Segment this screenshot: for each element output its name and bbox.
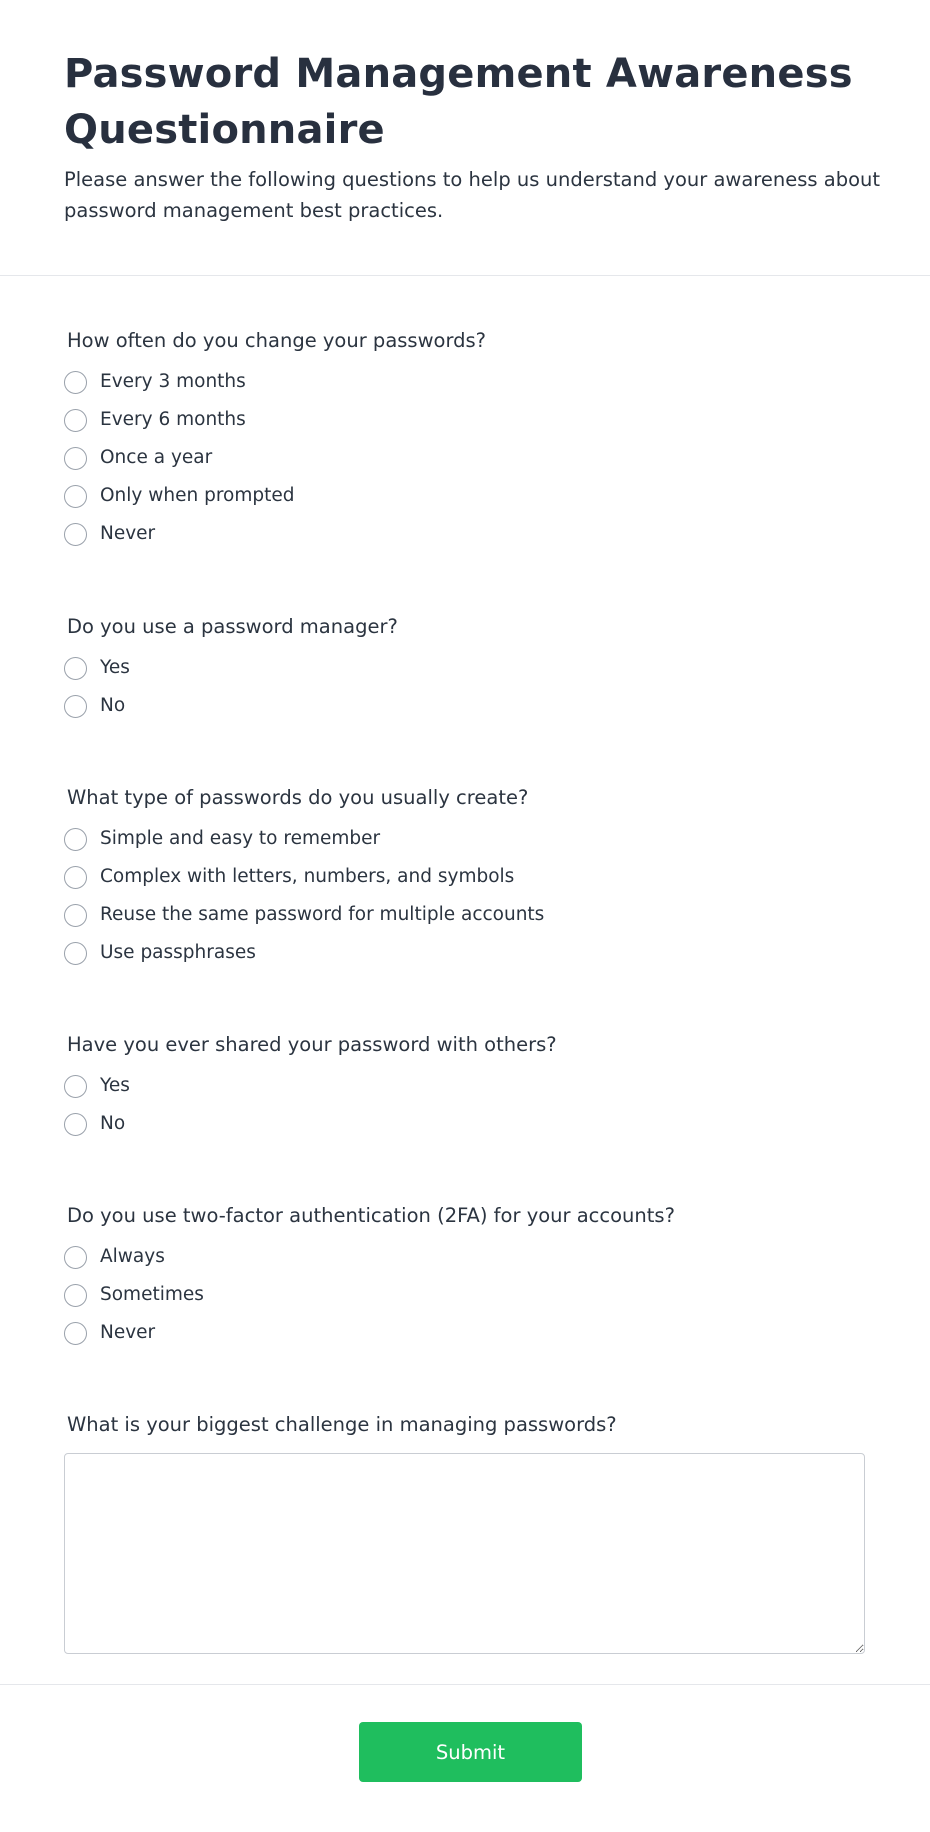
option-label: No <box>100 695 126 716</box>
radio-option-complex[interactable] <box>64 863 514 891</box>
radio-option-no[interactable] <box>64 1110 125 1138</box>
radio-option-passphrases[interactable] <box>64 939 256 967</box>
radio-option-every-6-months[interactable] <box>64 406 246 434</box>
radio-button[interactable] <box>64 485 87 508</box>
radio-option-only-when-prompted[interactable] <box>64 482 295 510</box>
radio-button[interactable] <box>64 695 87 718</box>
option-label: Once a year <box>100 447 213 468</box>
option-label: Never <box>100 523 156 544</box>
radio-button[interactable] <box>64 904 87 927</box>
option-label: Every 3 months <box>100 371 246 392</box>
option-label: Always <box>100 1246 165 1267</box>
option-label: Reuse the same password for multiple accounts <box>100 904 545 925</box>
radio-button[interactable] <box>64 1113 87 1136</box>
radio-button[interactable] <box>64 1075 87 1098</box>
question-label: What is your biggest challenge in managing passwords? <box>67 1413 617 1436</box>
option-label: Simple and easy to remember <box>100 828 381 849</box>
question-label: How often do you change your passwords? <box>67 329 487 352</box>
radio-button[interactable] <box>64 1246 87 1269</box>
radio-option-never[interactable] <box>64 520 155 548</box>
radio-option-reuse[interactable] <box>64 901 544 929</box>
radio-option-sometimes[interactable] <box>64 1281 204 1309</box>
option-label: Yes <box>100 1075 130 1096</box>
radio-option-simple[interactable] <box>64 825 380 853</box>
submit-button[interactable]: Submit <box>359 1722 582 1782</box>
option-label: Yes <box>100 657 130 678</box>
radio-option-never[interactable] <box>64 1319 155 1347</box>
radio-button[interactable] <box>64 409 87 432</box>
question-label: What type of passwords do you usually create? <box>67 786 529 809</box>
challenge-textarea[interactable] <box>64 1453 865 1654</box>
radio-button[interactable] <box>64 447 87 470</box>
option-label: No <box>100 1113 126 1134</box>
radio-option-no[interactable] <box>64 692 125 720</box>
option-label: Only when prompted <box>100 485 295 506</box>
radio-button[interactable] <box>64 828 87 851</box>
radio-button[interactable] <box>64 1284 87 1307</box>
form-header <box>0 0 930 276</box>
question-label: Do you use two-factor authentication (2FA) for your accounts? <box>67 1204 675 1227</box>
radio-button[interactable] <box>64 657 87 680</box>
radio-button[interactable] <box>64 942 87 965</box>
page-subtitle: Please answer the following questions to help us understand your awareness about password management best practices. <box>64 168 881 222</box>
option-label: Never <box>100 1322 156 1343</box>
option-label: Every 6 months <box>100 409 246 430</box>
radio-button[interactable] <box>64 371 87 394</box>
option-label: Sometimes <box>100 1284 204 1305</box>
radio-button[interactable] <box>64 1322 87 1345</box>
radio-option-every-3-months[interactable] <box>64 368 246 396</box>
radio-option-yes[interactable] <box>64 654 130 682</box>
radio-button[interactable] <box>64 866 87 889</box>
question-label: Do you use a password manager? <box>67 615 398 638</box>
question-label: Have you ever shared your password with others? <box>67 1033 557 1056</box>
option-label: Complex with letters, numbers, and symbols <box>100 866 515 887</box>
radio-button[interactable] <box>64 523 87 546</box>
radio-option-once-a-year[interactable] <box>64 444 212 472</box>
radio-option-always[interactable] <box>64 1243 165 1271</box>
radio-option-yes[interactable] <box>64 1072 130 1100</box>
page-title: Password Management Awareness Questionnaire <box>64 51 853 153</box>
option-label: Use passphrases <box>100 942 256 963</box>
